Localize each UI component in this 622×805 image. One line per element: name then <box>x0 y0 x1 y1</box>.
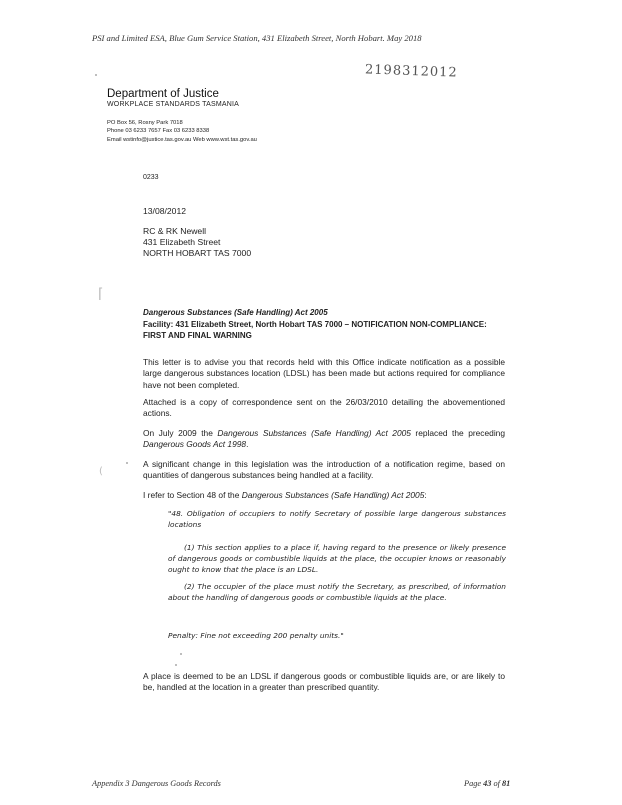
recipient-address <box>143 226 251 259</box>
recipient-line: 431 Elizabeth Street <box>143 237 221 247</box>
scan-mark: ( <box>99 466 103 477</box>
quote-section-48: "48. Obligation of occupiers to notify Secretary of possible large dangerous substances locations <box>168 509 506 529</box>
header-note: PSI and Limited ESA, Blue Gum Service Station, 431 Elizabeth Street, North Hobart. May 2018 <box>92 33 422 43</box>
recipient-line: NORTH HOBART TAS 7000 <box>143 248 252 258</box>
page-current: 43 <box>483 779 492 788</box>
reference-number: 0233 <box>143 174 159 181</box>
scan-mark: ⌈ <box>98 286 104 302</box>
act-name: Dangerous Goods Act 1998 <box>143 439 247 450</box>
paragraph-advice: This letter is to advise you that records held with this Office indicate notification as a possible large dangerous substances location (LDSL) has been made but actions required for compliance have not been completed. <box>143 357 505 390</box>
act-name: Dangerous Substances (Safe Handling) Act 2005 <box>217 428 411 438</box>
act-title: Dangerous Substances (Safe Handling) Act 2005 <box>143 308 328 317</box>
scan-speck <box>95 74 97 76</box>
paragraph-ldsl-definition: A place is deemed to be an LDSL if dangerous goods or combustible liquids are, or are likely to be, handled at the location in a greater than prescribed quantity. <box>143 671 505 693</box>
text-run: : <box>424 490 427 500</box>
text-run: . <box>246 439 249 450</box>
scan-speck <box>126 462 128 464</box>
text-run: replaced the preceding <box>410 428 505 438</box>
department-address <box>107 119 257 144</box>
address-line: Email wstinfo@justice.tas.gov.au Web www.wst.tas.gov.au <box>107 136 257 143</box>
scan-speck <box>180 653 182 655</box>
footer-appendix: Appendix 3 Dangerous Goods Records <box>92 779 221 788</box>
subject-facility: Facility: 431 Elizabeth Street, North Hobart TAS 7000 – NOTIFICATION NON-COMPLIANCE: FIRST AND FINAL WARNING <box>143 320 487 340</box>
address-line: PO Box 56, Rosny Park 7018 <box>107 120 183 126</box>
text-run: I refer to Section 48 of the <box>143 490 242 500</box>
department-name: Department of Justice <box>107 88 219 100</box>
quote-subsection-2: (2) The occupier of the place must notify the Secretary, as prescribed, of information about the handling of dangerous goods or combustible liquids at the place. <box>168 582 506 602</box>
text-run: On July 2009 the <box>143 428 218 438</box>
page-label: Page <box>464 779 484 788</box>
quote-subsection-1: (1) This section applies to a place if, having regard to the presence or likely presence of dangerous goods or combustible liquids at the place, the occupier knows or reasonably ought to know that the place is an LDSL. <box>168 543 506 574</box>
recipient-line: RC & RK Newell <box>143 226 207 236</box>
paragraph-change: A significant change in this legislation was the introduction of a notification regime, based on quantities of dangerous substances being handled at a facility. <box>143 459 505 481</box>
address-line: Phone 03 6233 7657 Fax 03 6233 8338 <box>107 128 210 135</box>
footer-page-number <box>464 779 510 788</box>
paragraph-section-ref <box>143 490 505 501</box>
paragraph-attachment: Attached is a copy of correspondence sent on the 26/03/2010 detailing the abovementioned actions. <box>143 397 505 419</box>
act-name: Dangerous Substances (Safe Handling) Act 2005 <box>241 490 425 500</box>
scan-speck <box>175 664 177 666</box>
handwritten-reference: 2198312012 <box>364 62 458 81</box>
page-of: of <box>491 779 503 788</box>
department-unit: WORKPLACE STANDARDS TASMANIA <box>107 101 240 108</box>
quote-penalty: Penalty: Fine not exceeding 200 penalty units." <box>168 631 344 640</box>
letter-date: 13/08/2012 <box>143 206 187 216</box>
page-total: 81 <box>502 779 511 788</box>
paragraph-act-change <box>143 428 505 451</box>
